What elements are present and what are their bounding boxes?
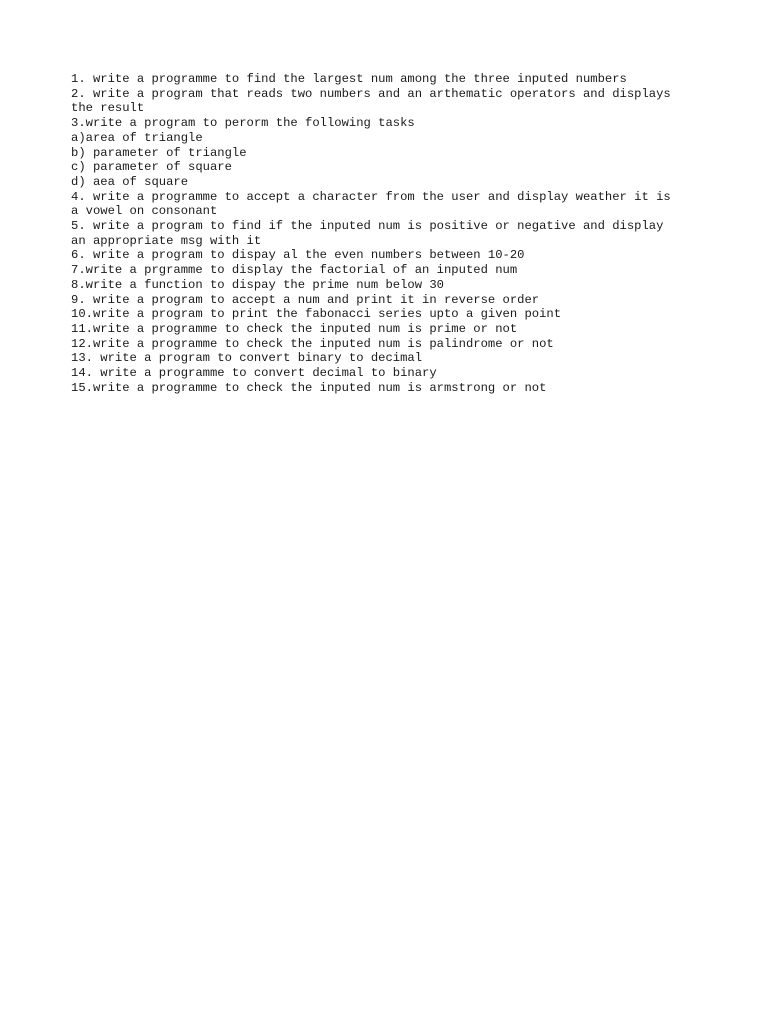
- text-line-18: 11.write a programme to check the inputed num is prime or not: [71, 321, 518, 336]
- document-page: [71, 72, 711, 395]
- text-line-3: the result: [71, 101, 145, 116]
- text-line-4: 3.write a program to perorm the following tasks: [71, 116, 415, 131]
- text-line-10: a vowel on consonant: [71, 204, 218, 219]
- text-line-1: 1. write a programme to find the largest num among the three inputed numbers: [71, 72, 627, 86]
- text-line-5: a)area of triangle: [71, 130, 203, 145]
- text-line-8: d) aea of square: [71, 174, 189, 189]
- text-line-11: 5. write a program to find if the inputed num is positive or negative and display: [71, 219, 664, 234]
- text-line-7: c) parameter of square: [71, 160, 232, 175]
- text-line-17: 10.write a program to print the fabonacci series upto a given point: [71, 307, 562, 322]
- text-line-2: 2. write a program that reads two numbers and an arthematic operators and displays: [71, 86, 671, 101]
- text-line-12: an appropriate msg with it: [71, 233, 262, 248]
- text-line-9: 4. write a programme to accept a character from the user and display weather it is: [71, 189, 671, 204]
- text-line-13: 6. write a program to dispay al the even numbers between 10-20: [71, 248, 525, 263]
- text-line-22: 15.write a programme to check the inputed num is armstrong or not: [71, 380, 547, 395]
- text-line-14: 7.write a prgramme to display the factorial of an inputed num: [71, 263, 518, 278]
- text-line-20: 13. write a program to convert binary to decimal: [71, 351, 423, 366]
- text-line-15: 8.write a function to dispay the prime num below 30: [71, 277, 444, 292]
- text-line-19: 12.write a programme to check the inputed num is palindrome or not: [71, 336, 554, 351]
- text-line-16: 9. write a program to accept a num and print it in reverse order: [71, 292, 540, 307]
- text-line-6: b) parameter of triangle: [71, 145, 247, 160]
- text-line-21: 14. write a programme to convert decimal to binary: [71, 366, 437, 381]
